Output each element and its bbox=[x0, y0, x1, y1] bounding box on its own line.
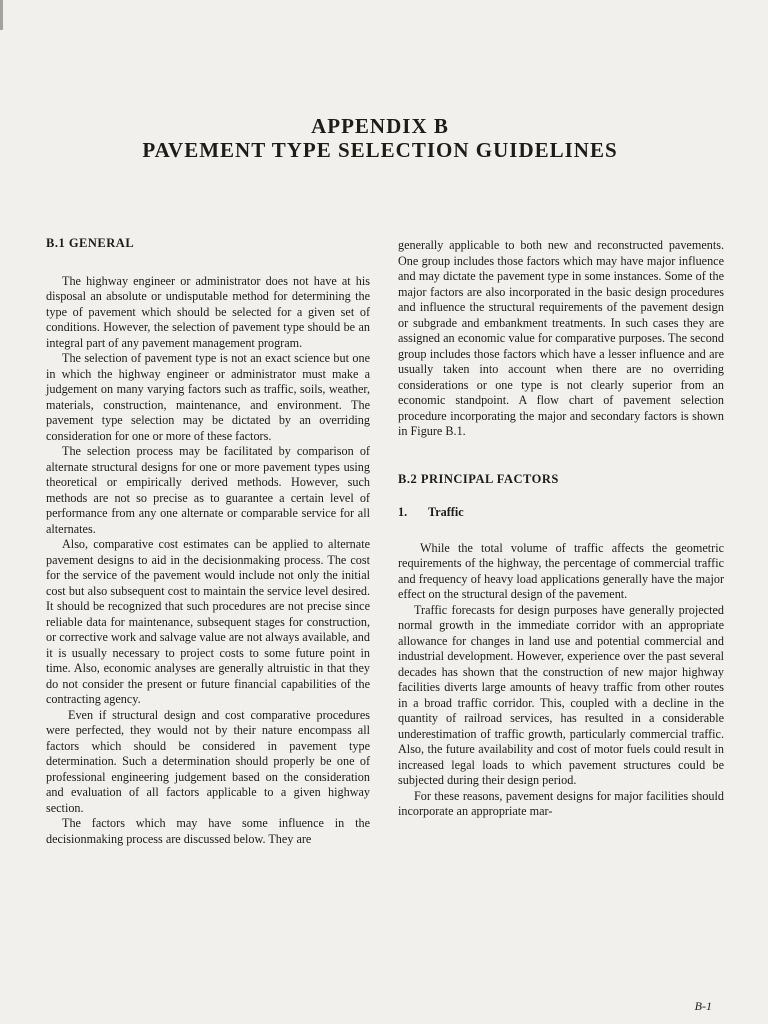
paragraph: The factors which may have some influence in the decisionmaking process are discussed below. They are bbox=[46, 816, 370, 846]
paragraph: generally applicable to both new and reconstructed pavements. One group includes those factors which may have major influence and may dictate the pavement type in some instances. Some of the major factors are also incorporated in the basic design procedures and influence the structural requirements of the pavement design or subgrade and embankment treatments. In such cases they are assigned an economic value for comparative purposes. The second group includes those factors which have a lesser influence and are usually taken into account when there are no overriding considerations or one type is not clearly superior from an economic standpoint. A flow chart of pavement selection procedure incorporating the major and secondary factors is shown in Figure B.1. bbox=[398, 238, 724, 438]
paragraph: Even if structural design and cost comparative procedures were perfected, they would not by their nature encompass all factors which should be considered in pavement type determination. Such a determination should properly be one of professional engineering judgement based on the consideration and evaluation of all factors applicable to a given highway section. bbox=[46, 707, 370, 815]
paragraph: The selection process may be facilitated by comparison of alternate structural designs for one or more pavement types using theoretical or empirically derived methods. However, such methods are not so precise as to guarantee a certain level of performance from any one alternate or comparable service for all alternates. bbox=[46, 444, 370, 536]
appendix-label: APPENDIX B bbox=[311, 114, 449, 138]
scan-edge-mark bbox=[0, 0, 3, 30]
section-heading-general: B.1 GENERAL bbox=[46, 236, 135, 250]
paragraph: The highway engineer or administrator does not have at his disposal an absolute or undisputable method for determining the type of pavement which should be selected for a given set of conditions. However, the selection of pavement type should be an integral part of any pavement management program. bbox=[46, 273, 370, 350]
right-column bbox=[398, 238, 724, 820]
subsection-heading-traffic bbox=[398, 505, 724, 521]
paragraph: The selection of pavement type is not an exact science but one in which the highway engineer or administrator must make a judgement on many varying factors such as traffic, soils, weather, materials, construction, maintenance, and environment. The pavement type selection may be dictated by an overriding consideration for one or more of these factors. bbox=[46, 351, 370, 443]
paragraph: Traffic forecasts for design purposes have generally projected normal growth in the immediate corridor with an appropriate allowance for changes in land use and potential commercial and industrial development. However, experience over the past several decades has shown that the construction of new major highway facilities diverts large amounts of heavy traffic from other routes in a broad traffic corridor. This, coupled with a decline in the quantity of railroad services, has resulted in a considerable underestimation of traffic growth, particularly commercial traffic. Also, the future availability and cost of motor fuels could result in increased legal loads to which pavement structures could be subjected during their design period. bbox=[398, 602, 724, 787]
subsection-title: Traffic bbox=[428, 505, 464, 519]
page-number: B-1 bbox=[694, 999, 712, 1013]
paragraph: For these reasons, pavement designs for major facilities should incorporate an appropriate mar- bbox=[398, 788, 724, 818]
appendix-title: PAVEMENT TYPE SELECTION GUIDELINES bbox=[142, 138, 618, 162]
paragraph: While the total volume of traffic affects the geometric requirements of the highway, the percentage of commercial traffic and frequency of heavy load applications generally have the major effect on the structural design of the pavement. bbox=[398, 540, 724, 601]
page-title bbox=[0, 114, 760, 162]
section-heading-principal-factors: B.2 PRINCIPAL FACTORS bbox=[398, 471, 559, 486]
paragraph: Also, comparative cost estimates can be applied to alternate pavement designs to aid in the decisionmaking process. The cost for the service of the pavement would include not only the initial cost but also subsequent cost to maintain the service level desired. It should be recognized that such procedures are not precise since reliable data for maintenance, subsequent stages for construction, or corrective work and salvage value are not always available, and it is usually necessary to project costs to some future point in time. Also, economic analyses are generally altruistic in that they do not consider the present or future financial capabilities of the contracting agency. bbox=[46, 537, 370, 706]
subsection-number: 1. bbox=[398, 505, 408, 519]
left-column bbox=[46, 236, 370, 847]
